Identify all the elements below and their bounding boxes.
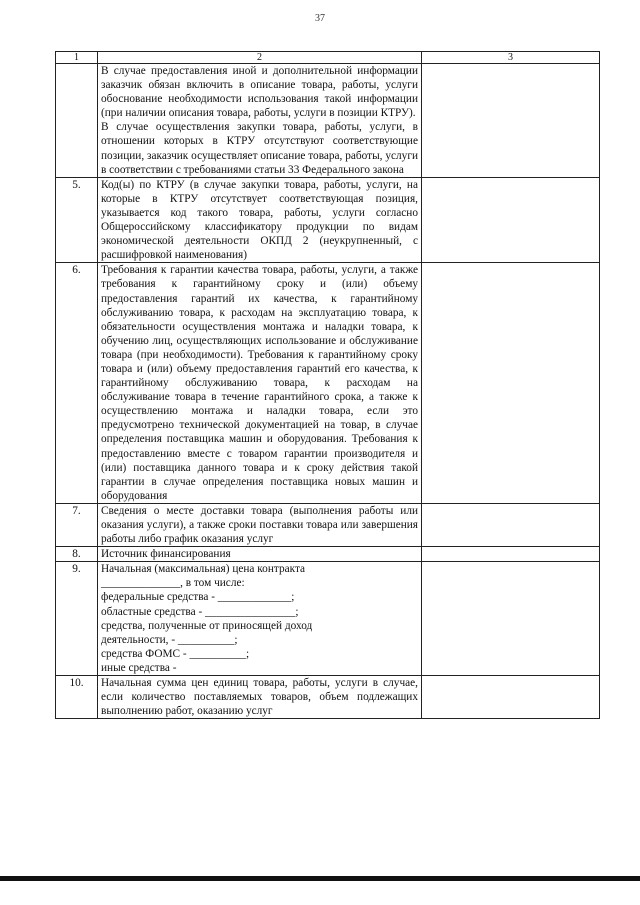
row-description <box>98 263 422 504</box>
row-number <box>56 64 98 178</box>
row-number: 6. <box>56 263 98 504</box>
row-number: 7. <box>56 503 98 546</box>
row-description <box>98 676 422 719</box>
row-description <box>98 562 422 676</box>
row-paragraph: В случае предоставления иной и дополнительной информации заказчик обязан включить в описание товара, работы, услуги обоснование необходимости использования такой информации (при наличии описания товара, работы, услуги в позиции КТРУ). <box>101 65 418 120</box>
row-paragraph: Начальная сумма цен единиц товара, работы, услуги в случае, если количество поставляемых товаров, объем подлежащих выполнению работ, оказанию услуг <box>101 677 418 718</box>
row-value-cell <box>422 547 600 562</box>
price-line: ______________, в том числе: <box>101 577 245 590</box>
table-header-row <box>56 52 600 64</box>
row-number: 9. <box>56 562 98 676</box>
row-value-cell <box>422 177 600 263</box>
price-line: федеральные средства - _____________; <box>101 591 295 604</box>
price-line: средства, полученные от приносящей доход <box>101 619 313 632</box>
row-value-cell <box>422 562 600 676</box>
table-row <box>56 503 600 546</box>
row-value-cell <box>422 676 600 719</box>
row-description <box>98 177 422 263</box>
row-number: 10. <box>56 676 98 719</box>
row-description <box>98 503 422 546</box>
row-paragraph: Сведения о месте доставки товара (выполнения работы или оказания услуги), а также сроки поставки товара или завершения работы либо график оказания услуг <box>101 504 418 546</box>
row-value-cell <box>422 263 600 504</box>
column-header-3: 3 <box>422 52 600 64</box>
page-number: 37 <box>315 13 325 24</box>
row-description <box>98 547 422 562</box>
row-value-cell <box>422 503 600 546</box>
table-row <box>56 263 600 504</box>
row-paragraph: Требования к гарантии качества товара, работы, услуги, а также требования к гарантийному сроку и (или) объему предоставления гарантий их качества, к гарантийному обслуживанию товара, к расходам на эксплуатацию товара, к обязательности осуществления монтажа и наладки товара, к обучению лиц, осуществляющих использование и обслуживание товара (при необходимости). Требования к гарантийному сроку товара и (или) объему предоставления гарантий его качества, к гарантийному обслуживанию товара, к расходам на обслуживание товара в течение гарантийного срока, а также к осуществлению монтажа и наладки товара, если это предусмотрено технической документацией на товар, в случае определения поставщика машин и оборудования. Требования к предоставлению вместе с товаром гарантии производителя и (или) поставщика данного товара и к сроку действия такой гарантии в случае определения поставщика новых машин и оборудования <box>101 264 418 502</box>
table-row <box>56 177 600 263</box>
row-description <box>98 64 422 178</box>
row-paragraph: В случае осуществления закупки товара, работы, услуги, в отношении которых в КТРУ отсутствуют соответствующие позиции, заказчик осуществляет описание товара, работы, услуги в соответствии с требованиями статьи 33 Федерального закона <box>101 121 418 176</box>
table-row <box>56 547 600 562</box>
column-header-1: 1 <box>56 52 98 64</box>
scan-edge-bar <box>0 876 640 881</box>
price-line: средства ФОМС - __________; <box>101 647 250 660</box>
price-line: областные средства - ________________; <box>101 605 299 618</box>
column-header-2: 2 <box>98 52 422 64</box>
row-value-cell <box>422 64 600 178</box>
price-line: Начальная (максимальная) цена контракта <box>101 563 306 576</box>
row-number: 8. <box>56 547 98 562</box>
price-line: иные средства - <box>101 661 177 674</box>
table-row <box>56 64 600 178</box>
row-paragraph: Код(ы) по КТРУ (в случае закупки товара, работы, услуги, на которые в КТРУ отсутствует соответствующая позиция, указывается код такого товара, работы, услуги согласно Общероссийскому классификатору продукции по видам экономической деятельности ОКПД 2 (неукрупненный, с расшифровкой наименования) <box>101 178 418 262</box>
price-line: деятельности, - __________; <box>101 633 238 646</box>
row-paragraph: Источник финансирования <box>101 548 231 561</box>
requirements-table <box>55 51 600 719</box>
row-number: 5. <box>56 177 98 263</box>
table-row <box>56 676 600 719</box>
table-row <box>56 562 600 676</box>
